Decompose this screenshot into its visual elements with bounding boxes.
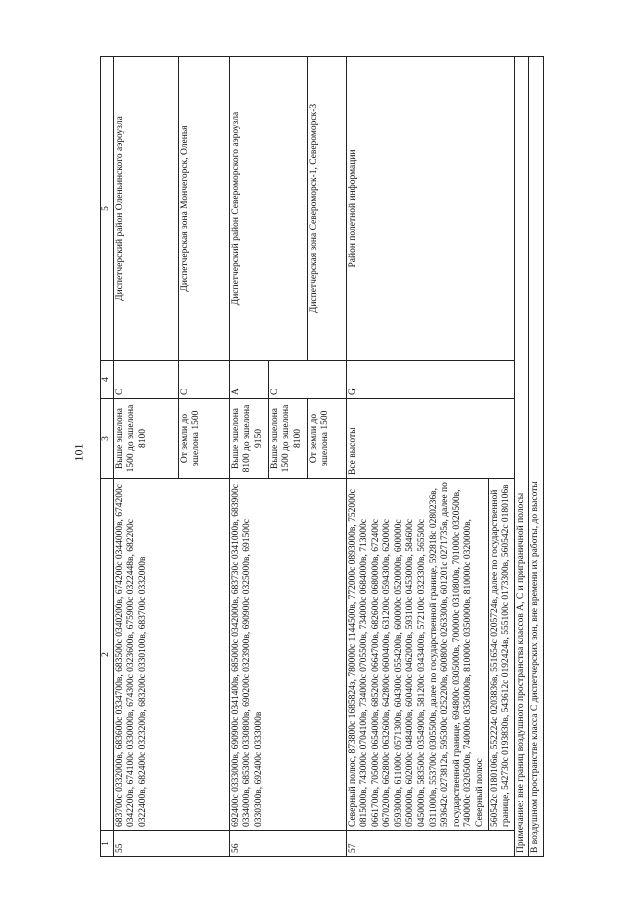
class-cell: G (346, 361, 514, 399)
row-number: 55 (113, 831, 229, 857)
table-row (346, 57, 488, 857)
class-cell: C (113, 361, 178, 399)
class-cell: C (178, 361, 229, 399)
row-number: 56 (229, 831, 346, 857)
header-cell: 1 (101, 831, 114, 857)
height-cell: Выше эшелона 8100 до эшелона 9150 (229, 399, 268, 479)
coordinates-cell: 560542с 0180106в, 552224с 0203836в, 551654с 0205724в, далее по государственной границе, 542730с 0193830в, 543612с 0192424в, 555100с 0173300в, 560542с 0180106в (488, 479, 514, 831)
zone-name-cell: Диспетчерская зона Североморск-1, Североморск-3 (307, 57, 346, 361)
page-number: 101 (71, 443, 86, 462)
header-row (101, 57, 114, 857)
rotated-page (100, 57, 585, 857)
note-row (529, 57, 544, 857)
note-row (514, 57, 529, 857)
header-cell: 2 (101, 479, 114, 831)
coordinates-cell: 683700с 0332000в, 683600с 0334700в, 683500с 0340200в, 674200с 0344000в, 674200с 0342200в, 674100с 0330000в, 674300с 0323600в, 675900с 0322448в, 682200с 0322400в, 682400с 0323200в, 683200с 0330100в, 683700с 0332000в (113, 479, 229, 831)
coordinates-cell: 692400с 0333000в, 690900с 0341400в, 685000с 0342000в, 683730с 0341000в, 683900с 0334000в, 685300с 0330800в, 690200с 0323900в, 690900с 0325000в, 691500с 0330300в, 692400с 0333000в (229, 479, 346, 831)
height-cell: Выше эшелона 1500 до эшелона 8100 (113, 399, 178, 479)
class-cell: A (229, 361, 268, 399)
zone-name-cell: Район полетной информации (346, 57, 514, 361)
zone-name-cell: Диспетчерская зона Мончегорск, Оленья (178, 57, 229, 361)
header-cell: 5 (101, 57, 114, 361)
zone-name-cell: Диспетчерский район Североморского аэроузла (229, 57, 307, 361)
height-cell: Все высоты (346, 399, 514, 479)
class-cell: C (268, 361, 346, 399)
height-cell: От земли до эшелона 1500 (307, 399, 346, 479)
zone-name-cell: Диспетчерский район Оленьинского аэроузла (113, 57, 178, 361)
header-cell: 4 (101, 361, 114, 399)
height-cell: От земли до эшелона 1500 (178, 399, 229, 479)
note-text: Примечание: вне границ воздушного пространства классов А, С и приграничной полосы (514, 57, 529, 857)
height-cell: Выше эшелона 1500 до эшелона 8100 (268, 399, 307, 479)
table-row (113, 57, 178, 857)
airspace-table (100, 56, 544, 857)
coordinates-cell: Северный полюс, 873800с 1685824з, 780000с 1144500в, 772000с 0893000в, 752000с 0815000в, 743000с 0704100в, 734000с 0705500в, 734000с 0684000в, 713000с 0661700в, 705000с 0654000в, 685200с 0664700в, 682600с 0680000в, 672400с 0670200в, 662800с 0632600в, 642800с 0600400в, 631200с 0594300в, 620000с 0593000в, 611000с 0571300в, 604300с 0554200в, 600000с 0520000в, 600000с 0500000в, 602000с 0484000в, 600400с 0462000в, 593100с 0453000в, 584600с 0450000в, 583500с 0354900в, 581200с 0343400в, 572100с 0323300в, 565500с 0311000в, 553700с 0305500в, далее по государственной границе, 592818с 0280236в, 593642с 0273812в, 595300с 0252200в, 600800с 0263300в, 601201с 0271735в, далее по государственной границе, 694800с 0305000в, 700000с 0310800в, 701000с 0320500в, 740000с 0320500в, 740000с 0350000в, 810000с 0350000в, 810000с 0320000в, Северный полюс (346, 479, 488, 831)
header-cell: 3 (101, 399, 114, 479)
note-text: В воздушном пространстве класса С диспетчерских зон, вне времени их работы, до высоты (529, 57, 544, 857)
row-number: 57 (346, 831, 514, 857)
table-row (229, 57, 268, 857)
